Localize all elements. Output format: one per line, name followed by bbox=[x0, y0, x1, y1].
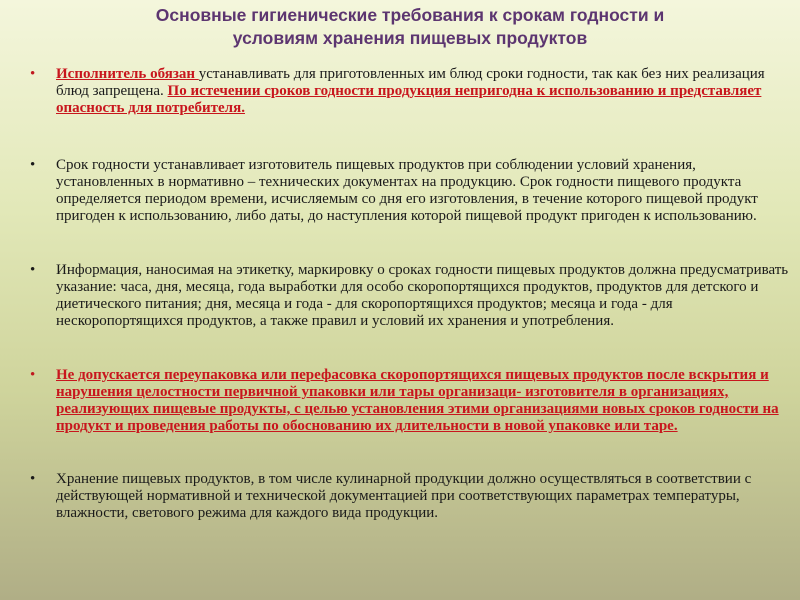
bullet-text: Срок годности устанавливает изготовитель пищевых продуктов при соблюдении условий хранения, установленных в нормативно – технических документах на продукцию. Срок годности пищевого продукта определяется периодом времени, исчисляемым со дня его изготовления, в течение которого пищевой продукт пригоден к использованию, либо даты, до наступления которой пищевой продукт пригоден к использованию. bbox=[56, 157, 758, 224]
bullet-dot-icon: • bbox=[30, 367, 36, 383]
bullet-dot-icon: • bbox=[30, 262, 36, 278]
slide-title bbox=[60, 4, 760, 50]
bullet-lead: Исполнитель обязан bbox=[56, 66, 199, 82]
bullet-dot-icon: • bbox=[30, 471, 36, 487]
bullet-list bbox=[30, 66, 790, 541]
bullet-text: Информация, наносимая на этикетку, маркировку о сроках годности пищевых продуктов должна предусматривать указание: часа, дня, месяца, года выработки для особо скоропортящихся продуктов, продуктов для детского и диетического питания; дня, месяца и года - для скоропортящихся продуктов; месяца и года - для нескоропортящихся продуктов, а также правил и условий их хранения и употребления. bbox=[56, 262, 789, 329]
bullet-text: устанавливать для приготовленных им блюд сроки годности, так как без них реализация блюд запрещена. bbox=[56, 66, 765, 99]
bullet-text: Хранение пищевых продуктов, в том числе кулинарной продукции должно осуществляться в соответствии с действующей нормативной и технической документацией при соответствующих параметрах температуры, влажности, светового режима для каждого вида продукции. bbox=[56, 471, 752, 521]
title-line-1: Основные гигиенические требования к срокам годности и bbox=[155, 5, 665, 25]
bullet-item bbox=[30, 66, 790, 117]
bullet-emphasis: Не допускается переупаковка или перефасовка скоропортящихся пищевых продуктов после вскрытия и нарушения целостности первичной упаковки или тары организаци- изготовителя в организациях, реализующих пищевые продукты, с целью установления этими организациями новых сроков годности на продукт и проведения работы по обоснованию их длительности в новой упаковке или таре. bbox=[56, 367, 779, 434]
bullet-dot-icon: • bbox=[30, 66, 36, 82]
bullet-emphasis: По истечении сроков годности продукция непригодна к использованию и представляет опасность для потребителя. bbox=[56, 83, 762, 116]
bullet-dot-icon: • bbox=[30, 157, 36, 173]
bullet-item bbox=[30, 157, 790, 225]
bullet-item bbox=[30, 471, 790, 522]
bullet-item bbox=[30, 367, 790, 435]
title-line-2: условиям хранения пищевых продуктов bbox=[232, 28, 588, 48]
bullet-item bbox=[30, 262, 790, 330]
